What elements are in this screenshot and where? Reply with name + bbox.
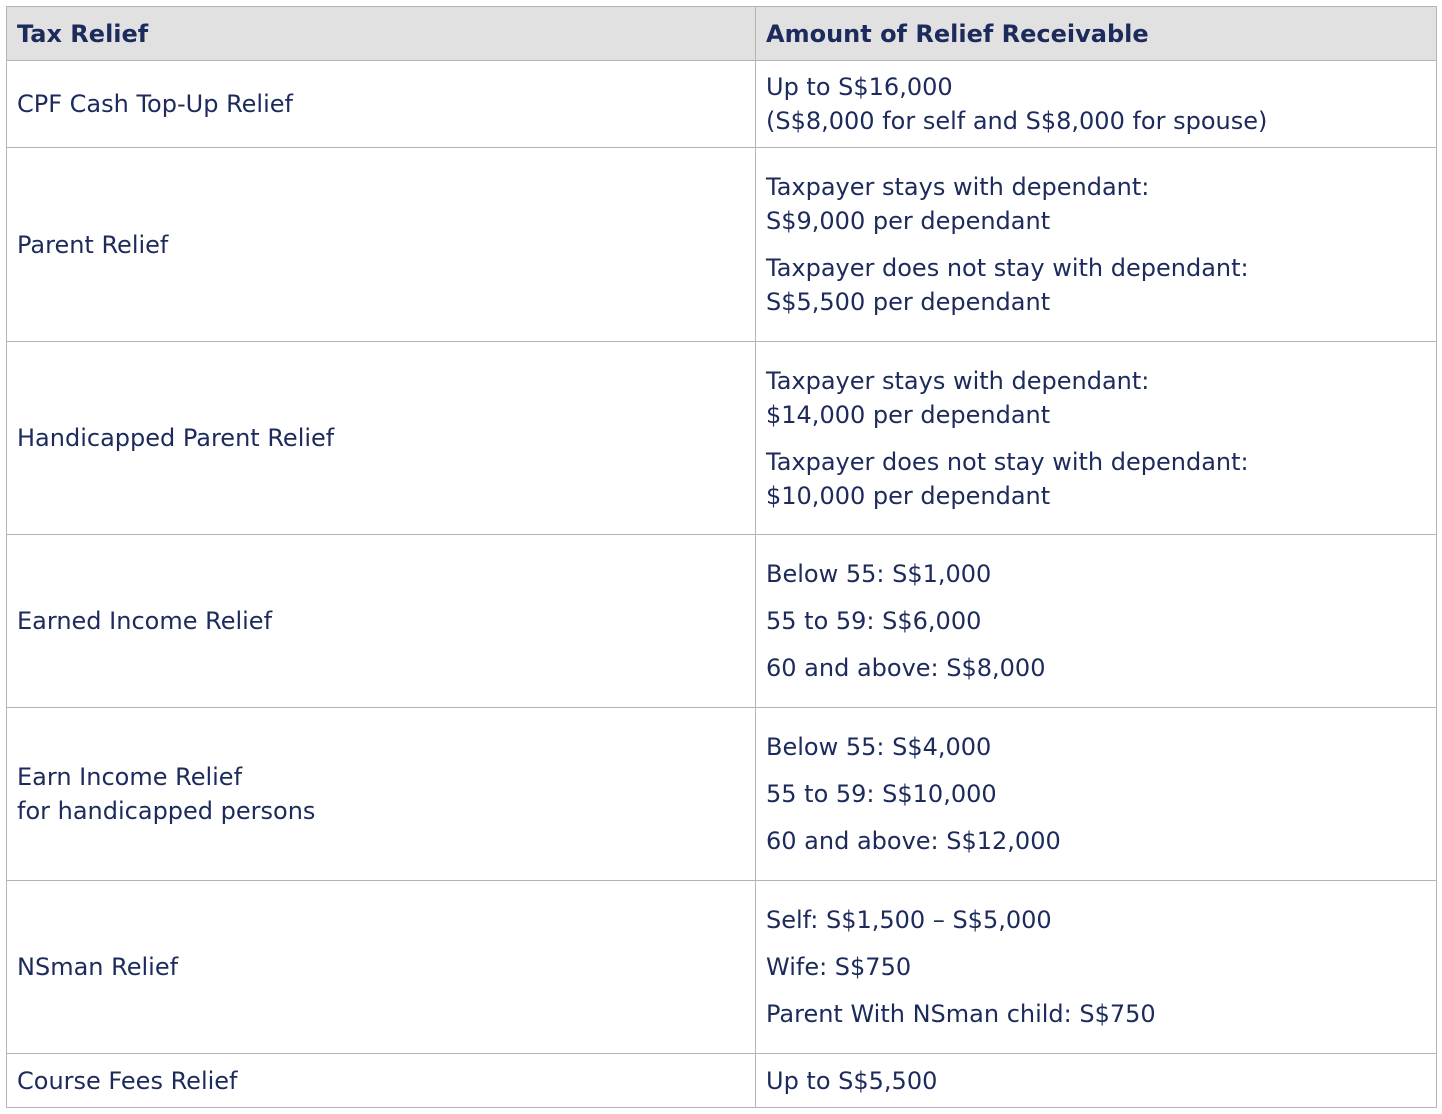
relief-amount-line: Self: S$1,500 – S$5,000 [766,906,1052,934]
table-row [7,708,1437,881]
relief-amount-paragraph [766,557,1426,591]
relief-amount-paragraph [766,651,1426,685]
relief-name-line: Earned Income Relief [17,607,273,635]
relief-amount-line: Taxpayer stays with dependant: [766,366,1150,395]
relief-name-line: CPF Cash Top-Up Relief [17,90,293,118]
relief-amount-paragraph [766,824,1426,858]
relief-amount-cell [756,342,1437,535]
relief-amount-line: Taxpayer does not stay with dependant: [766,447,1249,476]
table-body [7,61,1437,1108]
relief-amount-paragraph [766,445,1426,513]
relief-amount-paragraph [766,604,1426,638]
relief-amount-line: Up to S$16,000 [766,73,953,101]
relief-amount-line: (S$8,000 for self and S$8,000 for spouse) [766,107,1268,135]
relief-amount-line: 55 to 59: S$6,000 [766,607,982,635]
relief-amount-cell [756,1054,1437,1108]
relief-amount-paragraph [766,170,1426,238]
header-amount-of-relief: Amount of Relief Receivable [756,7,1437,61]
relief-name-cell [7,342,756,535]
relief-amount-line: 60 and above: S$12,000 [766,827,1061,855]
relief-name-cell [7,535,756,708]
relief-name-cell [7,708,756,881]
tax-relief-table [6,6,1437,1108]
relief-amount-cell [756,708,1437,881]
relief-amount-line: Below 55: S$4,000 [766,733,992,761]
relief-name-cell [7,148,756,342]
relief-amount-line: S$5,500 per dependant [766,288,1051,316]
relief-amount-cell [756,61,1437,148]
relief-amount-paragraph [766,903,1426,937]
table-header [7,7,1437,61]
relief-amount-cell [756,881,1437,1054]
relief-name-line: NSman Relief [17,953,179,981]
relief-name-line: Earn Income Relief [17,763,243,791]
table-row [7,1054,1437,1108]
relief-amount-line: 60 and above: S$8,000 [766,654,1046,682]
relief-amount-paragraph [766,251,1426,319]
table-row [7,61,1437,148]
table-row [7,342,1437,535]
relief-amount-line: $14,000 per dependant [766,400,1051,429]
relief-amount-paragraph [766,997,1426,1031]
relief-name-line: for handicapped persons [17,797,316,825]
relief-amount-line: Taxpayer does not stay with dependant: [766,254,1249,282]
relief-amount-paragraph [766,730,1426,764]
relief-name-cell [7,1054,756,1108]
relief-name-line: Handicapped Parent Relief [17,424,335,452]
relief-amount-paragraph [766,950,1426,984]
relief-name-cell [7,61,756,148]
relief-amount-paragraph [766,364,1426,432]
relief-amount-line: Wife: S$750 [766,953,912,981]
relief-name-line: Course Fees Relief [17,1066,238,1095]
relief-amount-paragraph [766,1064,1426,1098]
relief-name-line: Parent Relief [17,230,169,259]
relief-amount-cell [756,535,1437,708]
relief-amount-line: Taxpayer stays with dependant: [766,173,1150,201]
relief-amount-cell [756,148,1437,342]
table-row [7,881,1437,1054]
header-tax-relief: Tax Relief [7,7,756,61]
relief-amount-line: Below 55: S$1,000 [766,560,992,588]
relief-name-cell [7,881,756,1054]
table-row [7,148,1437,342]
relief-amount-line: $10,000 per dependant [766,481,1051,510]
relief-amount-line: Parent With NSman child: S$750 [766,1000,1156,1028]
table-row [7,535,1437,708]
relief-amount-paragraph [766,777,1426,811]
relief-amount-paragraph [766,70,1426,138]
relief-amount-line: 55 to 59: S$10,000 [766,780,997,808]
relief-amount-line: S$9,000 per dependant [766,207,1051,235]
relief-amount-line: Up to S$5,500 [766,1066,938,1095]
header-row [7,7,1437,61]
